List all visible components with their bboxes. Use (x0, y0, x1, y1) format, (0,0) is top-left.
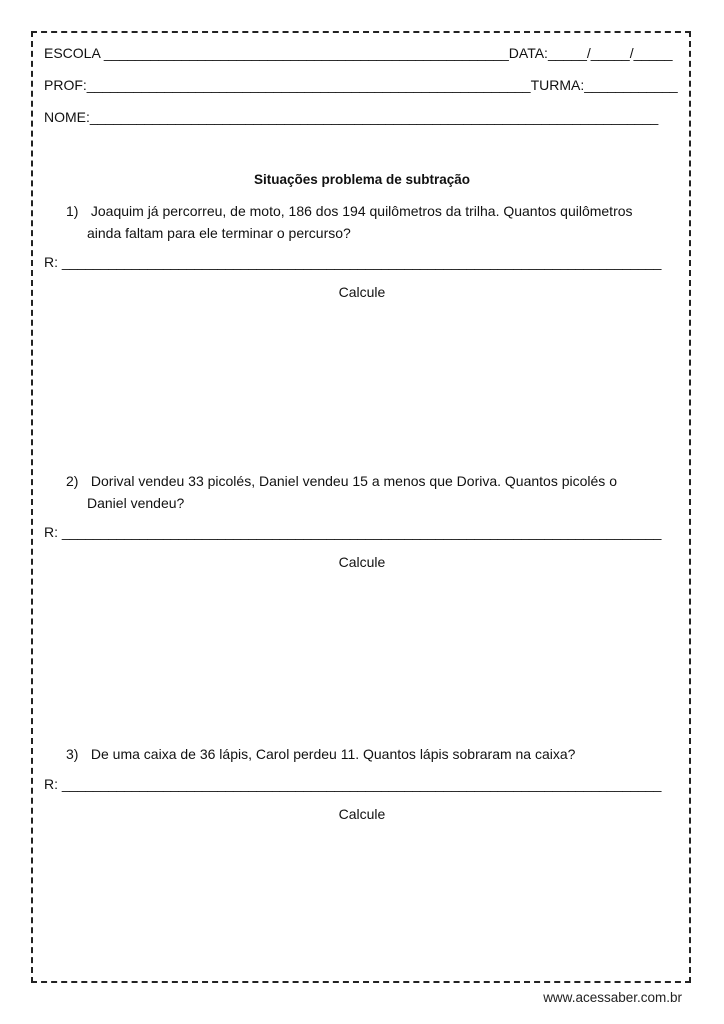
calcule-label-3: Calcule (338, 806, 386, 822)
answer-line-2: R: _____________________________________________________________________________ (44, 524, 662, 540)
calcule-label-1: Calcule (338, 284, 386, 300)
prof-turma-line: PROF:_________________________________________________________TURMA:____________ (44, 77, 678, 93)
question-2 (66, 470, 680, 514)
nome-line: NOME:_________________________________________________________________________ (44, 109, 659, 125)
page-title: Situações problema de subtração (253, 172, 471, 187)
answer-line-1: R: _____________________________________________________________________________ (44, 254, 662, 270)
question-3-number: 3) (66, 746, 79, 762)
answer-line-3: R: _____________________________________________________________________________ (44, 776, 662, 792)
question-2-number: 2) (66, 473, 79, 489)
footer-url: www.acessaber.com.br (543, 990, 682, 1005)
question-1-number: 1) (66, 203, 79, 219)
question-1-text-line1: Joaquim já percorreu, de moto, 186 dos 194 quilômetros da trilha. Quantos quilômetros (90, 203, 633, 219)
question-2-text-line2: Daniel vendeu? (87, 495, 185, 511)
calcule-label-2: Calcule (338, 554, 386, 570)
question-3 (66, 743, 680, 765)
question-3-text-line1: De uma caixa de 36 lápis, Carol perdeu 11. Quantos lápis sobraram na caixa? (90, 746, 576, 762)
escola-data-line: ESCOLA ____________________________________________________DATA:_____/_____/_____ (44, 45, 673, 61)
question-2-text-line1: Dorival vendeu 33 picolés, Daniel vendeu 15 a menos que Doriva. Quantos picolés o (90, 473, 617, 489)
question-1-text-line2: ainda faltam para ele terminar o percurso? (87, 225, 351, 241)
question-1 (66, 200, 680, 244)
